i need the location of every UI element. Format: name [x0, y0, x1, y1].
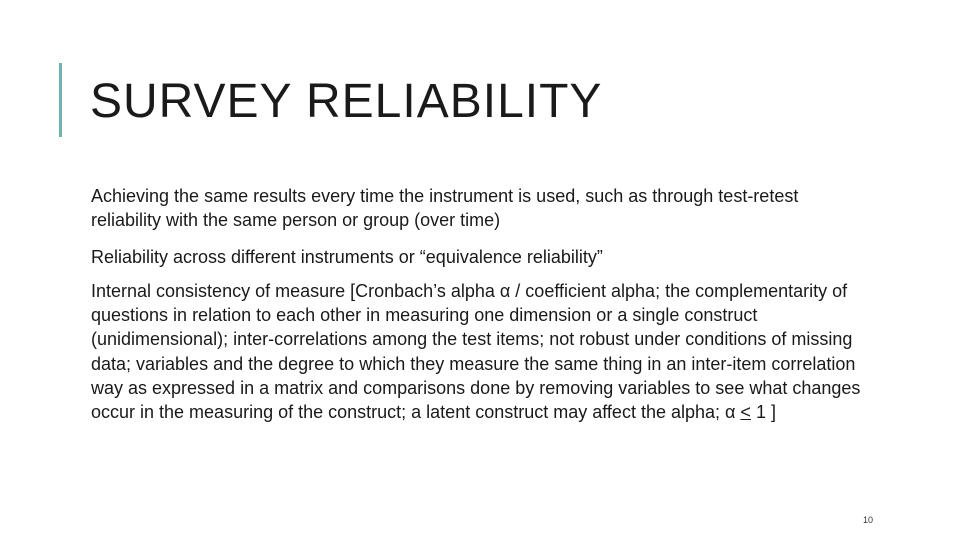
paragraph-internal-consistency	[91, 279, 861, 425]
paragraph-equivalence: Reliability across different instruments or “equivalence reliability”	[91, 246, 603, 267]
page-number: 10	[862, 515, 873, 525]
slide-body	[91, 184, 861, 437]
paragraph-test-retest: Achieving the same results every time the instrument is used, such as through test-retest reliability with the same person or group (over time)	[91, 186, 799, 231]
internal-consistency-text: Internal consistency of measure [Cronbach’s alpha α / coefficient alpha; the complementarity of questions in relation to each other in measuring one dimension or a single construct (unidimensional); inter-correlations among the test items; not robust under conditions of missing data; variables and the degree to which they measure the same thing in an inter-item correlation way as expressed in a matrix and comparisons done by removing variables to see what changes occur in the measuring of the construct; a latent construct may affect the alpha; α	[91, 280, 861, 423]
title-accent-bar	[59, 63, 62, 137]
slide-title: SURVEY RELIABILITY	[90, 75, 603, 128]
less-than-symbol: <	[740, 402, 751, 423]
internal-consistency-end: 1 ]	[750, 402, 776, 423]
